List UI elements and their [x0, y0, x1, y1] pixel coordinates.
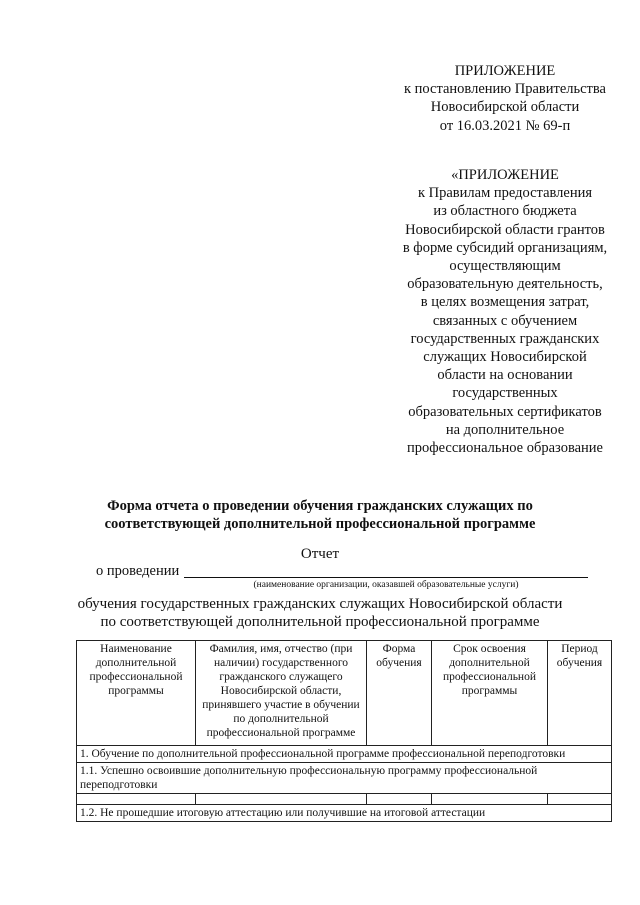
form-title: [0, 497, 640, 533]
rules-appendix-line: на дополнительное: [445, 421, 565, 438]
rules-appendix-header: [380, 166, 630, 457]
empty-cell[interactable]: [432, 794, 548, 805]
appendix-region-line: Новосибирской области: [430, 99, 580, 116]
section-retraining: 1. Обучение по дополнительной профессиональной программе профессиональной переподготовки: [77, 746, 612, 763]
organization-fill-line[interactable]: [184, 577, 588, 578]
rules-appendix-line: образовательную деятельность,: [407, 276, 603, 293]
rules-appendix-line: образовательных сертификатов: [408, 403, 602, 420]
section-retraining-failed: 1.2. Не прошедшие итоговую аттестацию или получившие на итоговой аттестации: [77, 805, 612, 822]
appendix-title: ПРИЛОЖЕНИЕ: [454, 63, 556, 79]
appendix-date-number: от 16.03.2021 № 69-п: [439, 117, 571, 134]
organization-hint: (наименование организации, оказавшей образовательные услуги): [253, 580, 519, 590]
report-table: [76, 640, 612, 822]
header-program-name: Наименование дополнительной профессиональной программы: [77, 641, 196, 746]
table-row: [77, 805, 612, 822]
empty-cell[interactable]: [77, 794, 196, 805]
table-row: [77, 746, 612, 763]
header-study-period: Период обучения: [548, 641, 612, 746]
rules-appendix-line: осуществляющим: [449, 258, 561, 275]
empty-cell[interactable]: [367, 794, 432, 805]
table-header-row: [77, 641, 612, 746]
report-subject: [0, 595, 640, 631]
table-row: [77, 794, 612, 805]
header-employee-name: Фамилия, имя, отчество (при наличии) государственного гражданского служащего Новосибирской области, принявшего участие в обучении по дополнительной профессиональной программе: [196, 641, 367, 746]
header-study-form: Форма обучения: [367, 641, 432, 746]
form-title-line-2: соответствующей дополнительной профессиональной программе: [104, 516, 536, 532]
section-retraining-passed: 1.1. Успешно освоившие дополнительную профессиональную программу профессиональной переподготовки: [77, 763, 612, 794]
report-subject-line-2: по соответствующей дополнительной профессиональной программе: [100, 614, 540, 630]
rules-appendix-line: в целях возмещения затрат,: [420, 294, 590, 311]
table-row: [77, 763, 612, 794]
rules-appendix-line: из областного бюджета: [433, 203, 577, 220]
form-title-line-1: Форма отчета о проведении обучения гражданских служащих по: [107, 498, 533, 514]
rules-appendix-line: служащих Новосибирской: [423, 349, 587, 366]
decree-appendix-header: [380, 62, 630, 135]
header-program-duration: Срок освоения дополнительной профессиональной программы: [432, 641, 548, 746]
rules-appendix-line: к Правилам предоставления: [417, 185, 593, 202]
report-heading: Отчет: [300, 546, 340, 562]
appendix-decree-line: к постановлению Правительства: [404, 81, 606, 98]
about-label: о проведении: [96, 563, 180, 579]
rules-appendix-line: Новосибирской области грантов: [405, 221, 605, 238]
rules-appendix-line: области на основании: [437, 367, 573, 384]
rules-appendix-line: профессиональное образование: [406, 440, 603, 457]
empty-cell[interactable]: [196, 794, 367, 805]
rules-appendix-line: в форме субсидий организациям,: [402, 239, 608, 256]
rules-appendix-line: государственных гражданских: [410, 330, 600, 347]
rules-appendix-line: государственных: [452, 385, 558, 402]
report-subject-line-1: обучения государственных гражданских служащих Новосибирской области: [77, 596, 563, 612]
rules-appendix-line: связанных с обучением: [432, 312, 578, 329]
empty-cell[interactable]: [548, 794, 612, 805]
rules-appendix-line: «ПРИЛОЖЕНИЕ: [451, 167, 559, 183]
